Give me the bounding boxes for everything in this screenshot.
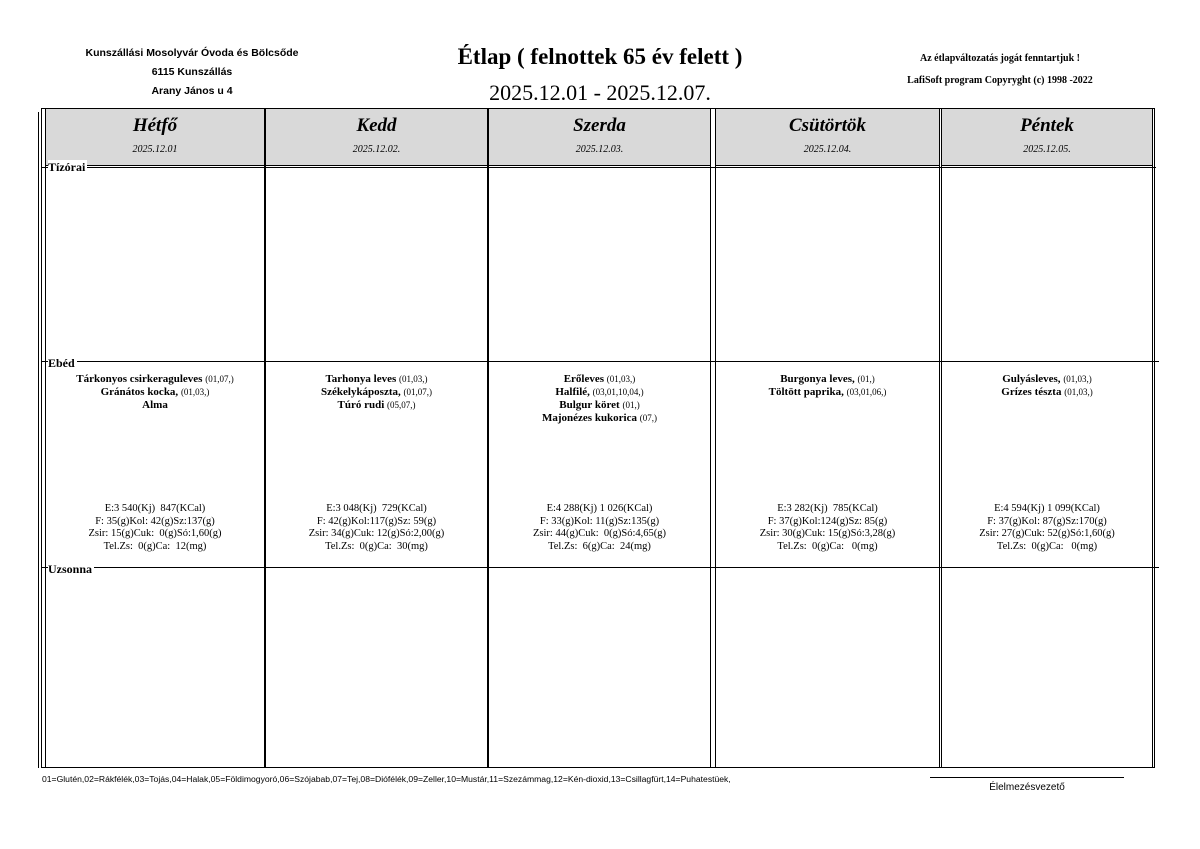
- day-column-friday: [941, 109, 1153, 767]
- meal-item: Gulyásleves, (01,03,): [1002, 373, 1092, 385]
- allergen-codes: (01,03,): [1064, 387, 1093, 397]
- meal-item: Alma: [142, 399, 168, 411]
- institution-city: 6115 Kunszállás: [151, 66, 233, 78]
- nutrition-fat-sugar-salt: Zsir: 15(g)Cuk: 0(g)Só:1,60(g): [88, 528, 222, 539]
- nutrition-protein-carbs: F: 37(g)Kol: 87(g)Sz:170(g): [987, 515, 1107, 527]
- right-edge-mark: [1152, 200, 1153, 300]
- day-column-tuesday: [265, 109, 488, 767]
- nutrition-protein-carbs: F: 35(g)Kol: 42(g)Sz:137(g): [95, 515, 215, 527]
- lunch-items: [946, 373, 1148, 399]
- day-date: 2025.12.01: [132, 144, 178, 155]
- frame-shadow-line: [38, 112, 39, 768]
- nutrition-energy: E:3 282(Kj) 785(KCal): [777, 503, 878, 514]
- allergen-codes: (05,07,): [387, 400, 416, 410]
- day-name: Hétfő: [132, 115, 178, 136]
- nutrition-info: [270, 503, 483, 553]
- nutrition-fat-sugar-salt: Zsir: 34(g)Cuk: 12(g)Só:2,00(g): [308, 528, 445, 539]
- meal-item: Túró rudi (05,07,): [337, 399, 416, 411]
- allergen-codes: (03,01,06,): [846, 387, 887, 397]
- nutrition-satfat-calcium: Tel.Zs: 0(g)Ca: 12(mg): [103, 540, 207, 552]
- allergen-codes: (01,03,): [606, 374, 636, 384]
- day-column-monday: [45, 109, 265, 767]
- meal-item: Töltött paprika, (03,01,06,): [768, 386, 887, 398]
- nutrition-energy: E:4 594(Kj) 1 099(KCal): [994, 503, 1100, 514]
- nutrition-energy: E:4 288(Kj) 1 026(KCal): [546, 503, 653, 514]
- nutrition-info: [50, 503, 260, 553]
- row-label-ebed: Ebéd: [48, 356, 75, 370]
- allergen-codes: (03,01,10,04,): [592, 387, 644, 397]
- signature-label: Élelmezésvezető: [989, 782, 1065, 793]
- allergen-codes: (07,): [639, 413, 657, 423]
- meal-item: Erőleves (01,03,): [563, 373, 636, 385]
- nutrition-fat-sugar-salt: Zsir: 27(g)Cuk: 52(g)Só:1,60(g): [979, 528, 1115, 539]
- day-date: 2025.12.05.: [1023, 144, 1071, 155]
- allergen-codes: (01,07,): [403, 387, 432, 397]
- row-divider-uzsonna: [41, 567, 1159, 568]
- nutrition-protein-carbs: F: 37(g)Kol:124(g)Sz: 85(g): [767, 515, 888, 527]
- lunch-items: [493, 373, 706, 425]
- meal-item: Bulgur köret (01,): [559, 399, 640, 411]
- day-date: 2025.12.04.: [803, 144, 852, 155]
- right-edge-mark: [1152, 400, 1153, 480]
- allergen-codes: (01,03,): [1063, 374, 1092, 384]
- date-range: 2025.12.01 - 2025.12.07.: [489, 80, 711, 105]
- allergen-codes: (01,07,): [205, 374, 234, 384]
- meal-item: Halfilé, (03,01,10,04,): [555, 386, 644, 398]
- nutrition-info: [720, 503, 935, 553]
- day-header: [46, 109, 264, 166]
- day-date: 2025.12.03.: [575, 144, 624, 155]
- institution-name: Kunszállási Mosolyvár Óvoda és Bölcsőde: [85, 47, 299, 59]
- row-label-uzsonna: Uzsonna: [48, 562, 93, 576]
- lunch-items: [720, 373, 935, 399]
- lunch-items: [50, 373, 260, 412]
- day-date: 2025.12.02.: [352, 144, 401, 155]
- day-name: Péntek: [1020, 115, 1074, 136]
- meal-item: Burgonya leves, (01,): [780, 373, 875, 385]
- meal-item: Grízes tészta (01,03,): [1001, 386, 1093, 398]
- institution-block: [56, 44, 328, 101]
- day-name: Szerda: [573, 115, 626, 136]
- change-notice: Az étlapváltozatás jogát fenntartjuk !: [920, 53, 1080, 64]
- right-edge-mark: [1152, 600, 1153, 660]
- row-divider-ebed: [41, 361, 1159, 362]
- meal-item: Székelykáposzta, (01,07,): [321, 386, 432, 398]
- nutrition-fat-sugar-salt: Zsir: 44(g)Cuk: 0(g)Só:4,65(g): [533, 528, 666, 539]
- nutrition-info: [946, 503, 1148, 553]
- allergen-codes: (01,03,): [399, 374, 428, 384]
- day-header: [716, 109, 939, 166]
- nutrition-protein-carbs: F: 33(g)Kol: 11(g)Sz:135(g): [539, 515, 660, 527]
- day-column-thursday: [715, 109, 940, 767]
- nutrition-satfat-calcium: Tel.Zs: 0(g)Ca: 30(mg): [325, 540, 428, 552]
- nutrition-protein-carbs: F: 42(g)Kol:117(g)Sz: 59(g): [316, 515, 437, 527]
- nutrition-satfat-calcium: Tel.Zs: 0(g)Ca: 0(mg): [777, 540, 878, 552]
- allergen-codes: (01,): [857, 374, 875, 384]
- nutrition-energy: E:3 540(Kj) 847(KCal): [104, 503, 206, 514]
- signature-line: [930, 777, 1124, 778]
- lunch-items: [270, 373, 483, 412]
- allergen-legend: 01=Glutén,02=Rákfélék,03=Tojás,04=Halak,05=Földimogyoró,06=Szójabab,07=Tej,08=Diófélék,09=Zeller,10=Mustár,11=Szezámmag,12=Kén-dioxid,13=Csillagfürt,14=Puhatestüek,: [42, 774, 731, 784]
- nutrition-fat-sugar-salt: Zsir: 30(g)Cuk: 15(g)Só:3,28(g): [759, 528, 896, 539]
- nutrition-satfat-calcium: Tel.Zs: 6(g)Ca: 24(mg): [548, 540, 651, 552]
- copyright-text: LafiSoft program Copyryght (c) 1998 -2022: [907, 75, 1093, 86]
- notice-block: [850, 48, 1150, 92]
- nutrition-energy: E:3 048(Kj) 729(KCal): [326, 503, 427, 514]
- nutrition-info: [493, 503, 706, 553]
- day-header: [489, 109, 710, 166]
- meal-item: Gránátos kocka, (01,03,): [100, 386, 210, 398]
- nutrition-satfat-calcium: Tel.Zs: 0(g)Ca: 0(mg): [996, 540, 1098, 552]
- meal-item: Tárkonyos csirkeraguleves (01,07,): [76, 373, 234, 385]
- day-name: Csütörtök: [788, 115, 867, 136]
- meal-item: Tarhonya leves (01,03,): [325, 373, 428, 385]
- row-label-tizorai: Tízórai: [48, 160, 86, 174]
- menu-table: [41, 108, 1155, 768]
- institution-address: Arany János u 4: [151, 85, 233, 97]
- day-column-wednesday: [488, 109, 711, 767]
- meal-item: Majonézes kukorica (07,): [541, 412, 657, 424]
- allergen-codes: (01,): [622, 400, 640, 410]
- day-name: Kedd: [356, 115, 397, 136]
- page-title: Étlap ( felnottek 65 év felett ): [457, 44, 743, 69]
- day-header: [942, 109, 1152, 166]
- day-header: [266, 109, 487, 166]
- row-divider-tizorai: [41, 167, 1156, 168]
- allergen-codes: (01,03,): [180, 387, 210, 397]
